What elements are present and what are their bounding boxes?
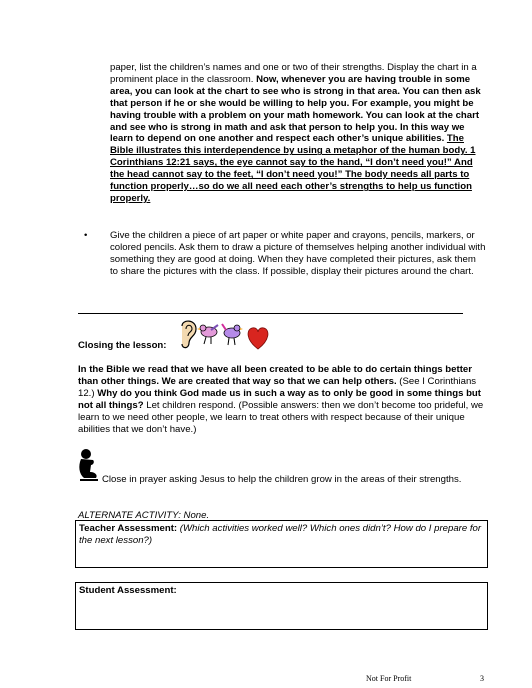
bird-icon [197,325,218,344]
prayer-text: Close in prayer asking Jesus to help the children grow in the areas of their strengths. [102,474,462,485]
closing-answers: Let children respond. (Possible answers: then we don’t become too prideful, we learn to we need other people, we learn to treat others with respect because of their unique abilities that we don’t have.) [78,399,484,435]
intro-paragraph [110,62,488,205]
paragraph-bold-text: Now, whenever you are having trouble in some area, you can look at the chart to see who is strong in that area. You can then ask that person if he or she would be willing to help you. For example, you might be having trouble with a problem on your math homework. You can look at the chart and see who is strong in math and ask that person to help you. In this way we learn to depend on one another and respect each other’s unique abilities. [110,73,481,145]
section-divider [78,313,463,314]
teacher-assessment-box[interactable] [75,520,488,568]
student-assessment-box[interactable] [75,582,488,630]
bird-icon [222,324,243,345]
teacher-assessment-label: Teacher Assessment: [79,523,178,534]
page-number: 3 [480,674,484,683]
bullet-mark: • [84,230,88,241]
student-assessment-label: Student Assessment: [79,585,177,596]
paragraph-bold-underlined-text: The Bible illustrates this interdependence by using a metaphor of the human body. 1 Corinthians 12:21 says, the eye cannot say to the hand, “I don’t need you!” And the head cannot say to the feet, “I don’t need you!” The body needs all parts to function properly…so do we all need each other’s strengths to help us function properly. [110,133,476,204]
closing-question: Why do you think God made us in such a way as to only be good in some things but not all things? [78,387,481,411]
closing-paragraph [78,364,490,435]
closing-heading: Closing the lesson: [78,340,167,351]
closing-icons [176,318,272,354]
closing-bold-text: In the Bible we read that we have all been created to be able to do certain things better than other things. We are created that way so that we can help others. [78,364,472,387]
bullet-text: Give the children a piece of art paper or white paper and crayons, pencils, markers, or colored pencils. Ask them to draw a picture of themselves helping another individual with something they are good at doing. When they have completed their pictures, ask them to share the pictures with the class. If possible, display their pictures around the chart. [110,230,486,277]
ear-icon [182,321,196,348]
closing-text: (See I Corinthians 12.) [78,375,477,399]
heart-icon [248,328,268,349]
alternate-activity: ALTERNATE ACTIVITY: None. [78,510,210,521]
footer-text: Not For Profit [366,674,412,683]
teacher-assessment-prompt: (Which activities worked well? Which ones didn’t? How do I prepare for the next lesson?) [79,523,482,546]
paragraph-text: paper, list the children’s names and one or two of their strengths. Display the chart in a prominent place in the classroom. [110,62,477,85]
